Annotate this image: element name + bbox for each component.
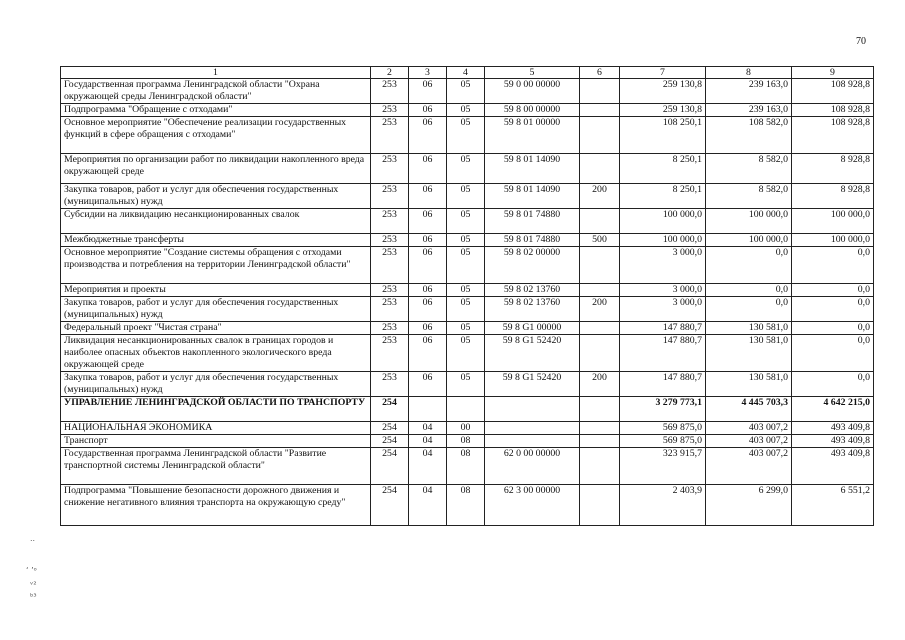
section-code-cell: 06 (409, 247, 447, 284)
column-number-row (61, 67, 874, 79)
amount-year3-cell: 0,0 (792, 322, 874, 335)
amount-year1-cell: 323 915,7 (620, 448, 706, 485)
table-row (61, 234, 874, 247)
amount-year2-cell: 108 582,0 (706, 117, 792, 154)
table-row (61, 322, 874, 335)
amount-year3-cell: 493 409,8 (792, 448, 874, 485)
subsection-code-cell: 05 (447, 104, 485, 117)
expense-type-cell (580, 79, 620, 104)
amount-year3-cell: 6 551,2 (792, 485, 874, 526)
amount-year1-cell: 8 250,1 (620, 154, 706, 184)
amount-year2-cell: 403 007,2 (706, 422, 792, 435)
expense-type-cell (580, 335, 620, 372)
expense-type-cell (580, 448, 620, 485)
margin-mark: ‘ ’ᵒ (26, 566, 37, 575)
column-header: 8 (706, 67, 792, 79)
ministry-code-cell: 253 (371, 154, 409, 184)
amount-year3-cell: 0,0 (792, 297, 874, 322)
amount-year3-cell: 0,0 (792, 247, 874, 284)
ministry-code-cell: 253 (371, 79, 409, 104)
table-row (61, 422, 874, 435)
subsection-code-cell: 05 (447, 284, 485, 297)
amount-year3-cell: 8 928,8 (792, 154, 874, 184)
row-name-cell: Подпрограмма "Повышение безопасности дорожного движения и снижение негативного влияния транспорта на окружающую среду" (61, 485, 371, 526)
column-header: 6 (580, 67, 620, 79)
amount-year3-cell: 108 928,8 (792, 104, 874, 117)
ministry-code-cell: 253 (371, 104, 409, 117)
amount-year1-cell: 147 880,7 (620, 372, 706, 397)
amount-year3-cell: 0,0 (792, 335, 874, 372)
amount-year2-cell: 8 582,0 (706, 154, 792, 184)
section-code-cell (409, 397, 447, 422)
row-name-cell: НАЦИОНАЛЬНАЯ ЭКОНОМИКА (61, 422, 371, 435)
table-row (61, 104, 874, 117)
expense-type-cell: 200 (580, 184, 620, 209)
table-row (61, 247, 874, 284)
table-row (61, 335, 874, 372)
column-header: 5 (485, 67, 580, 79)
row-name-cell: Закупка товаров, работ и услуг для обеспечения государственных (муниципальных) нужд (61, 184, 371, 209)
ministry-code-cell: 254 (371, 435, 409, 448)
amount-year2-cell: 100 000,0 (706, 234, 792, 247)
subsection-code-cell: 00 (447, 422, 485, 435)
ministry-code-cell: 254 (371, 448, 409, 485)
row-name-cell: Субсидии на ликвидацию несанкционированных свалок (61, 209, 371, 234)
expense-type-cell (580, 284, 620, 297)
subsection-code-cell: 05 (447, 184, 485, 209)
amount-year1-cell: 259 130,8 (620, 104, 706, 117)
ministry-code-cell: 253 (371, 322, 409, 335)
amount-year2-cell: 130 581,0 (706, 335, 792, 372)
row-name-cell: УПРАВЛЕНИЕ ЛЕНИНГРАДСКОЙ ОБЛАСТИ ПО ТРАНСПОРТУ (61, 397, 371, 422)
table-row (61, 435, 874, 448)
target-article-cell: 59 8 G1 52420 (485, 335, 580, 372)
ministry-code-cell: 253 (371, 117, 409, 154)
amount-year1-cell: 100 000,0 (620, 234, 706, 247)
subsection-code-cell: 08 (447, 435, 485, 448)
table-row (61, 485, 874, 526)
amount-year3-cell: 100 000,0 (792, 234, 874, 247)
section-code-cell: 04 (409, 422, 447, 435)
amount-year3-cell: 4 642 215,0 (792, 397, 874, 422)
table-row (61, 397, 874, 422)
budget-table (60, 66, 874, 526)
expense-type-cell (580, 397, 620, 422)
target-article-cell (485, 422, 580, 435)
amount-year3-cell: 108 928,8 (792, 117, 874, 154)
expense-type-cell (580, 422, 620, 435)
target-article-cell: 59 8 02 00000 (485, 247, 580, 284)
subsection-code-cell: 05 (447, 79, 485, 104)
amount-year1-cell: 3 000,0 (620, 247, 706, 284)
amount-year1-cell: 3 000,0 (620, 297, 706, 322)
target-article-cell: 59 8 02 13760 (485, 297, 580, 322)
amount-year1-cell: 569 875,0 (620, 435, 706, 448)
section-code-cell: 06 (409, 117, 447, 154)
row-name-cell: Основное мероприятие "Обеспечение реализации государственных функций в сфере обращения с отходами" (61, 117, 371, 154)
section-code-cell: 06 (409, 79, 447, 104)
amount-year2-cell: 100 000,0 (706, 209, 792, 234)
target-article-cell: 59 8 01 14090 (485, 154, 580, 184)
amount-year2-cell: 239 163,0 (706, 104, 792, 117)
amount-year3-cell: 8 928,8 (792, 184, 874, 209)
expense-type-cell (580, 104, 620, 117)
row-name-cell: Федеральный проект "Чистая страна" (61, 322, 371, 335)
subsection-code-cell: 05 (447, 247, 485, 284)
column-header: 2 (371, 67, 409, 79)
ministry-code-cell: 254 (371, 422, 409, 435)
amount-year3-cell: 100 000,0 (792, 209, 874, 234)
section-code-cell: 04 (409, 435, 447, 448)
row-name-cell: Мероприятия по организации работ по ликвидации накопленного вреда окружающей среде (61, 154, 371, 184)
amount-year1-cell: 108 250,1 (620, 117, 706, 154)
table-row (61, 209, 874, 234)
section-code-cell: 06 (409, 297, 447, 322)
section-code-cell: 06 (409, 322, 447, 335)
column-header: 1 (61, 67, 371, 79)
amount-year2-cell: 4 445 703,3 (706, 397, 792, 422)
amount-year2-cell: 403 007,2 (706, 435, 792, 448)
target-article-cell: 59 8 01 14090 (485, 184, 580, 209)
amount-year2-cell: 403 007,2 (706, 448, 792, 485)
target-article-cell: 59 8 01 74880 (485, 209, 580, 234)
amount-year2-cell: 0,0 (706, 284, 792, 297)
amount-year1-cell: 100 000,0 (620, 209, 706, 234)
table-row (61, 297, 874, 322)
ministry-code-cell: 253 (371, 297, 409, 322)
expense-type-cell: 500 (580, 234, 620, 247)
expense-type-cell: 200 (580, 372, 620, 397)
table-row (61, 448, 874, 485)
amount-year1-cell: 147 880,7 (620, 335, 706, 372)
row-name-cell: Транспорт (61, 435, 371, 448)
column-header: 4 (447, 67, 485, 79)
subsection-code-cell: 08 (447, 485, 485, 526)
row-name-cell: Закупка товаров, работ и услуг для обеспечения государственных (муниципальных) нужд (61, 372, 371, 397)
column-header: 3 (409, 67, 447, 79)
subsection-code-cell (447, 397, 485, 422)
row-name-cell: Ликвидация несанкционированных свалок в границах городов и наиболее опасных объектов накопленного экологического вреда окружающей среде (61, 335, 371, 372)
target-article-cell: 59 8 00 00000 (485, 104, 580, 117)
margin-mark: ᵛ² (30, 580, 37, 589)
section-code-cell: 04 (409, 485, 447, 526)
section-code-cell: 06 (409, 104, 447, 117)
expense-type-cell (580, 247, 620, 284)
amount-year1-cell: 147 880,7 (620, 322, 706, 335)
amount-year2-cell: 130 581,0 (706, 322, 792, 335)
amount-year3-cell: 0,0 (792, 284, 874, 297)
ministry-code-cell: 253 (371, 247, 409, 284)
target-article-cell: 59 8 G1 52420 (485, 372, 580, 397)
amount-year1-cell: 3 279 773,1 (620, 397, 706, 422)
expense-type-cell (580, 322, 620, 335)
target-article-cell: 59 8 G1 00000 (485, 322, 580, 335)
amount-year1-cell: 569 875,0 (620, 422, 706, 435)
expense-type-cell: 200 (580, 297, 620, 322)
amount-year2-cell: 8 582,0 (706, 184, 792, 209)
row-name-cell: Закупка товаров, работ и услуг для обеспечения государственных (муниципальных) нужд (61, 297, 371, 322)
amount-year1-cell: 259 130,8 (620, 79, 706, 104)
section-code-cell: 06 (409, 335, 447, 372)
amount-year1-cell: 8 250,1 (620, 184, 706, 209)
subsection-code-cell: 05 (447, 372, 485, 397)
target-article-cell: 62 0 00 00000 (485, 448, 580, 485)
page-number: 70 (856, 36, 866, 47)
amount-year3-cell: 493 409,8 (792, 422, 874, 435)
amount-year2-cell: 239 163,0 (706, 79, 792, 104)
column-header: 9 (792, 67, 874, 79)
table-row (61, 284, 874, 297)
ministry-code-cell: 254 (371, 397, 409, 422)
amount-year3-cell: 108 928,8 (792, 79, 874, 104)
amount-year2-cell: 0,0 (706, 247, 792, 284)
section-code-cell: 06 (409, 209, 447, 234)
expense-type-cell (580, 117, 620, 154)
target-article-cell: 59 0 00 00000 (485, 79, 580, 104)
target-article-cell: 59 8 02 13760 (485, 284, 580, 297)
section-code-cell: 06 (409, 184, 447, 209)
target-article-cell (485, 397, 580, 422)
ministry-code-cell: 253 (371, 335, 409, 372)
ministry-code-cell: 253 (371, 284, 409, 297)
amount-year2-cell: 130 581,0 (706, 372, 792, 397)
target-article-cell: 59 8 01 74880 (485, 234, 580, 247)
ministry-code-cell: 253 (371, 209, 409, 234)
row-name-cell: Мероприятия и проекты (61, 284, 371, 297)
section-code-cell: 04 (409, 448, 447, 485)
expense-type-cell (580, 154, 620, 184)
subsection-code-cell: 08 (447, 448, 485, 485)
subsection-code-cell: 05 (447, 117, 485, 154)
expense-type-cell (580, 209, 620, 234)
margin-mark: .. (30, 534, 36, 543)
subsection-code-cell: 05 (447, 234, 485, 247)
margin-mark: ᵇ³ (30, 592, 37, 601)
row-name-cell: Основное мероприятие "Создание системы обращения с отходами производства и потребления на территории Ленинградской области" (61, 247, 371, 284)
section-code-cell: 06 (409, 372, 447, 397)
ministry-code-cell: 254 (371, 485, 409, 526)
row-name-cell: Государственная программа Ленинградской области "Развитие транспортной системы Ленинградской области" (61, 448, 371, 485)
amount-year1-cell: 3 000,0 (620, 284, 706, 297)
table-row (61, 117, 874, 154)
expense-type-cell (580, 485, 620, 526)
table-row (61, 184, 874, 209)
expense-type-cell (580, 435, 620, 448)
subsection-code-cell: 05 (447, 322, 485, 335)
target-article-cell: 59 8 01 00000 (485, 117, 580, 154)
subsection-code-cell: 05 (447, 154, 485, 184)
subsection-code-cell: 05 (447, 209, 485, 234)
amount-year1-cell: 2 403,9 (620, 485, 706, 526)
target-article-cell (485, 435, 580, 448)
table-row (61, 79, 874, 104)
amount-year3-cell: 0,0 (792, 372, 874, 397)
amount-year2-cell: 6 299,0 (706, 485, 792, 526)
table-row (61, 372, 874, 397)
column-header: 7 (620, 67, 706, 79)
ministry-code-cell: 253 (371, 234, 409, 247)
row-name-cell: Подпрограмма "Обращение с отходами" (61, 104, 371, 117)
section-code-cell: 06 (409, 154, 447, 184)
ministry-code-cell: 253 (371, 372, 409, 397)
subsection-code-cell: 05 (447, 297, 485, 322)
table-row (61, 154, 874, 184)
ministry-code-cell: 253 (371, 184, 409, 209)
section-code-cell: 06 (409, 284, 447, 297)
row-name-cell: Государственная программа Ленинградской области "Охрана окружающей среды Ленинградской области" (61, 79, 371, 104)
subsection-code-cell: 05 (447, 335, 485, 372)
section-code-cell: 06 (409, 234, 447, 247)
amount-year3-cell: 493 409,8 (792, 435, 874, 448)
target-article-cell: 62 3 00 00000 (485, 485, 580, 526)
amount-year2-cell: 0,0 (706, 297, 792, 322)
row-name-cell: Межбюджетные трансферты (61, 234, 371, 247)
